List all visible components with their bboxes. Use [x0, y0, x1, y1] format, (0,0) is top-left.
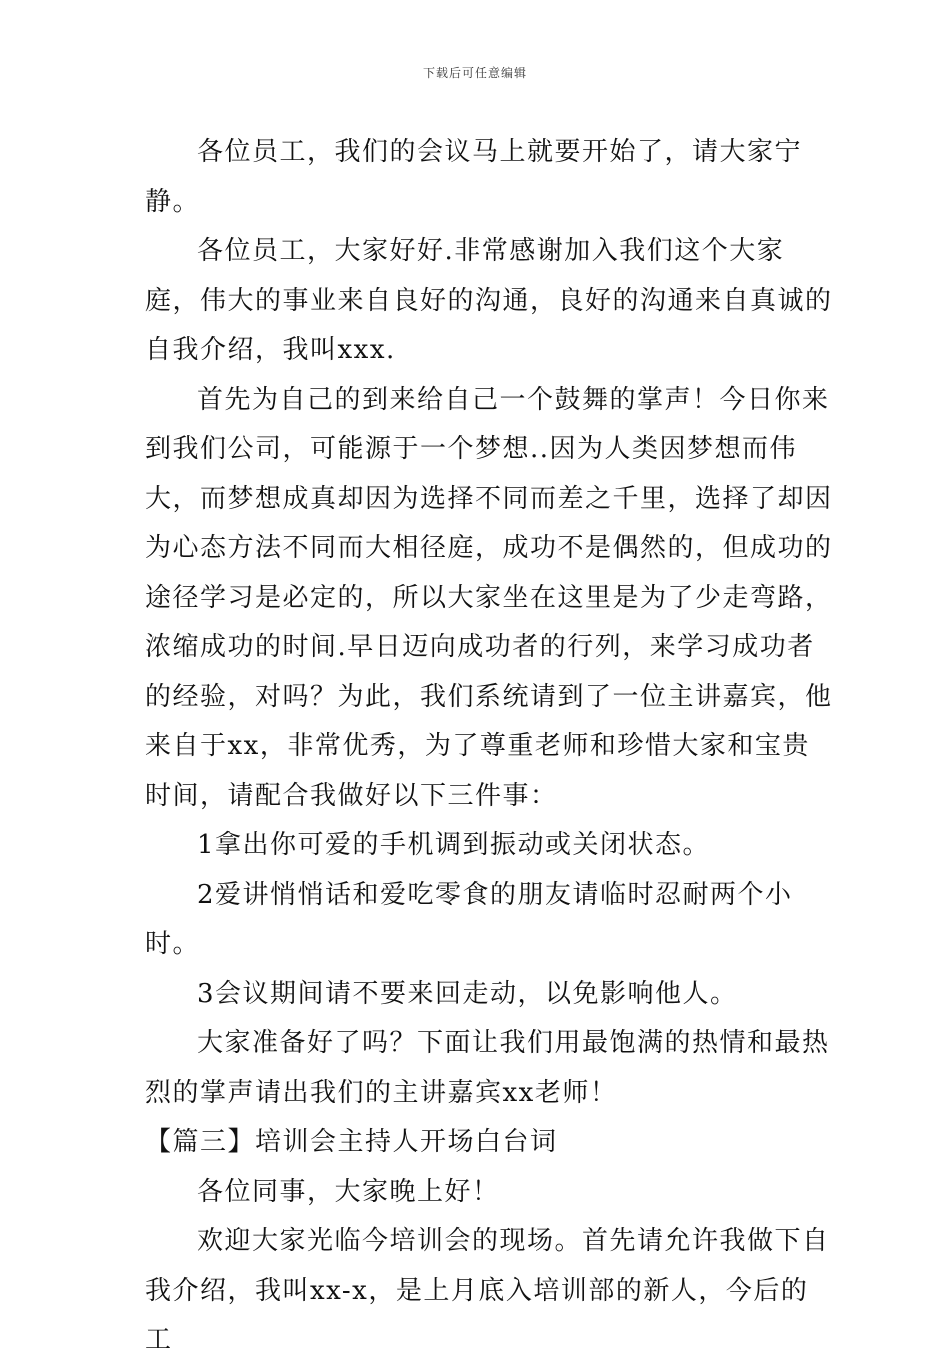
paragraph-self-introduction: 欢迎大家光临今培训会的现场。首先请允许我做下自我介绍，我叫xx-x，是上月底入培训部的新人，今后的工	[145, 1226, 830, 1355]
paragraph-greeting: 各位员工，大家好好.非常感谢加入我们这个大家庭，伟大的事业来自良好的沟通，良好的沟通来自真诚的自我介绍，我叫xxx.	[145, 236, 833, 365]
document-body	[145, 128, 835, 1366]
paragraph-rule-1: 1拿出你可爱的手机调到振动或关闭状态。	[197, 830, 711, 860]
header-note: 下载后可任意编辑	[422, 66, 527, 80]
paragraph-evening-greeting: 各位同事，大家晚上好！	[197, 1176, 500, 1207]
paragraph-rule-2: 2爱讲悄悄话和爱吃零食的朋友请临时忍耐两个小时。	[145, 879, 793, 959]
paragraph-opening: 各位员工，我们的会议马上就要开始了，请大家宁静。	[145, 137, 803, 217]
paragraph-introduction: 首先为自己的到来给自己一个鼓舞的掌声！今日你来到我们公司，可能源于一个梦想..因为人类因梦想而伟大，而梦想成真却因为选择不同而差之千里，选择了却因为心态方法不同而大相径庭，成功不是偶然的，但成功的途径学习是必定的，所以大家坐在这里是为了少走弯路，浓缩成功的时间.早日迈向成功者的行列，来学习成功者的经验，对吗？为此，我们系统请到了一位主讲嘉宾，他来自于xx，非常优秀，为了尊重老师和珍惜大家和宝贵时间，请配合我做好以下三件事：	[145, 384, 833, 811]
paragraph-welcome-speaker: 大家准备好了吗？下面让我们用最饱满的热情和最热烈的掌声请出我们的主讲嘉宾xx老师！	[145, 1028, 830, 1108]
paragraph-rule-3: 3会议期间请不要来回走动，以免影响他人。	[197, 978, 738, 1009]
section-heading: 【篇三】培训会主持人开场白台词	[145, 1127, 558, 1157]
